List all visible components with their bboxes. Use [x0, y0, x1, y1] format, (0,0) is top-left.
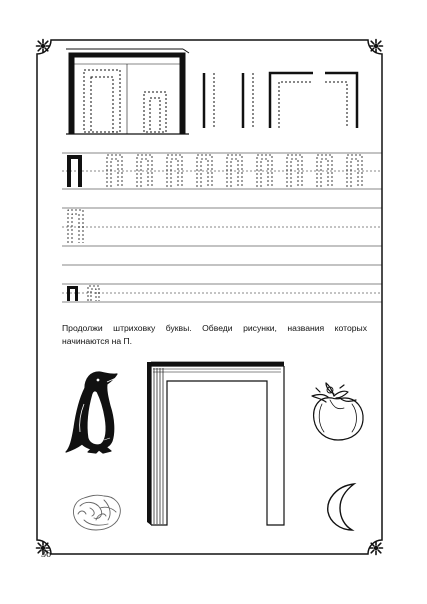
penguin-picture: [66, 372, 117, 453]
writing-row-2: [62, 208, 382, 246]
big-letter-outline: [147, 362, 284, 525]
instruction-text: Продолжи штриховку буквы. Обведи рисунки, названия которых начинаются на П.: [62, 323, 367, 346]
page-frame: [37, 40, 382, 554]
corner-flower-icon: [370, 542, 383, 555]
letter-elements: [204, 73, 357, 128]
page-number: 36: [41, 549, 51, 560]
writing-row-3: [62, 284, 382, 302]
writing-row-1: [62, 153, 382, 189]
corner-flower-icon: [370, 40, 383, 53]
cabbage-picture: [73, 495, 120, 530]
big-letter-block: [66, 49, 189, 134]
tomato-picture: [312, 383, 363, 440]
corner-flower-icon: [37, 40, 50, 53]
moon-picture: [328, 484, 354, 530]
